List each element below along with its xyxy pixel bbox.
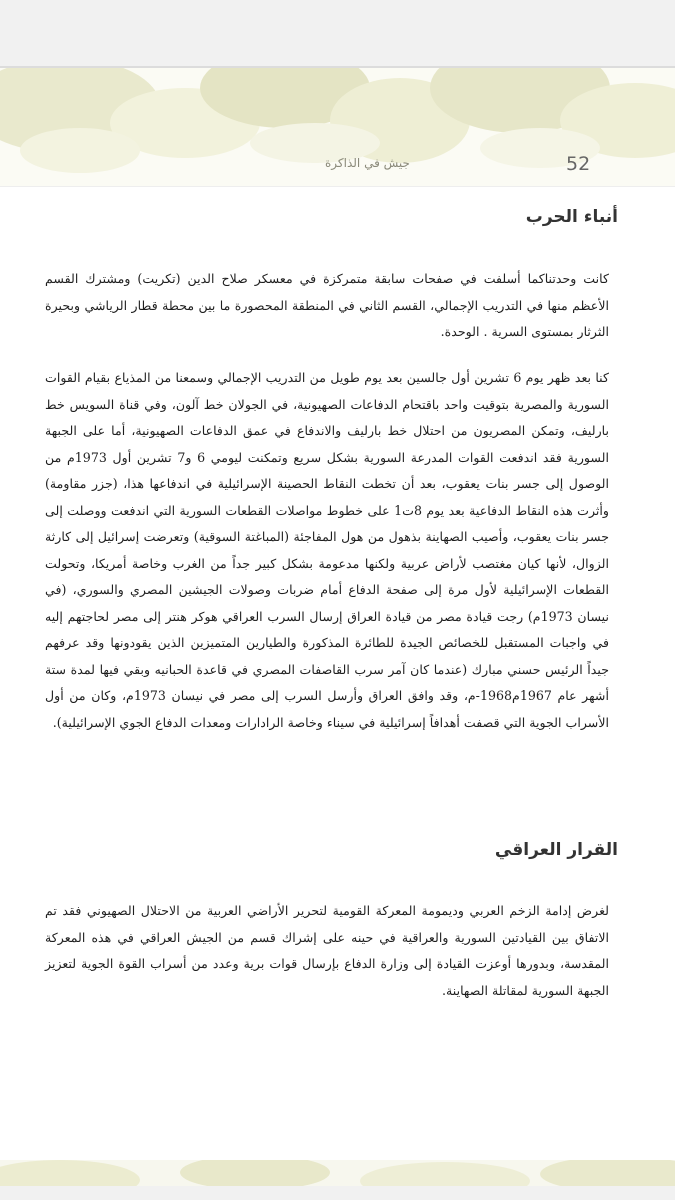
bottom-margin — [0, 1186, 675, 1200]
page-number: 52 — [566, 153, 591, 175]
paragraph: كانت وحدتناكما أسلفت في صفحات سابقة متمركزة في معسكر صلاح الدين (تكريت) ومشترك القسم الأعظم منها في التدريب الإجمالي، القسم الثاني في المنطقة المحصورة ما بين محطة قطار الرياشي وبحيرة الثرثار بمستوى السرية . الوحدة. — [45, 271, 609, 339]
paragraph: كنا بعد ظهر يوم 6 تشرين أول جالسين بعد يوم طويل من التدريب الإجمالي وسمعنا من المذياع بقيام القوات السورية والمصرية بتوقيت واحد باقتحام الدفاعات الصهيونية، في الجولان خط آلون، وفي قناة السويس خط بارليف، وتمكن المصريون من احتلال خط بارليف والاندفاع في عمق الدفاعات الصهيونية، أما على الجبهة السورية فقد اندفعت القوات المدرعة السورية بشكل سريع وتمكنت ليومي 6 و7 تشرين أول 1973م من الوصول إلى جسر بنات يعقوب، بعد أن تخطت النقاط الحصينة الإسرائيلية في اندفاعها هذا، (جزر مقاومة) وأثرت هذه النقاط الدفاعية بعد يوم 8ت1 على خطوط مواصلات القطعات السورية التي اندفعت ووصلت إلى جسر بنات يعقوب، وأصيب الصهاينة بذهول من هول المفاجئة (المباغتة السوقية) وتعرضت إسرائيل إلى كارثة الزوال، لأنها كيان مغتصب لأراض عربية ولكنها مدعومة بشكل كبير جداً من الغرب وخاصة أمريكا، وتحولت القطعات الإسرائيلية لأول مرة إلى صفحة الدفاع أمام ضربات وصولات الجيشين المصري والسوري، (في نيسان 1973م) رجت قيادة مصر من قيادة العراق إرسال السرب العراقي هوكر هنتر إلى مصر لحاجتهم إليه في واجبات المستقبل للخصائص الجيدة للطائرة المذكورة والطيارين المتميزين الذين يقودونها وقد عرفهم جيداً الرئيس حسني مبارك (عندما كان آمر سرب القاصفات المصري في قاعدة الحبانيه وبقي فيها لمدة ستة أشهر عام 1967م1968-م، وقد وافق العراق وأرسل السرب إلى مصر في نيسان 1973م، وكان من أول الأسراب الجوية التي قصفت أهدافاً إسرائيلية في سيناء وخاصة الرادارات ومعدات الدفاع الجوي الإسرائيلية). — [45, 370, 610, 730]
section-title-war-news: أنباء الحرب — [525, 207, 618, 227]
running-title: جيش في الذاكرة — [325, 156, 410, 170]
paragraph: لغرض إدامة الزخم العربي وديمومة المعركة القومية لتحرير الأراضي العربية من الاحتلال الصهيوني فقد تم الاتفاق بين القيادتين السورية والعراقية في حينه على إشراك قسم من الجيش العراقي في هذه المعركة المقدسة، وبدورها أوعزت القيادة إلى وزارة الدفاع بإرسال قوات برية وعدد من أسراب القوة الجوية لتعزيز الجبهة السورية لمقاتلة الصهاينة. — [45, 903, 609, 998]
top-margin — [0, 0, 675, 66]
section-title-iraqi-decision: القرار العراقي — [494, 840, 618, 860]
header-divider — [0, 186, 675, 187]
